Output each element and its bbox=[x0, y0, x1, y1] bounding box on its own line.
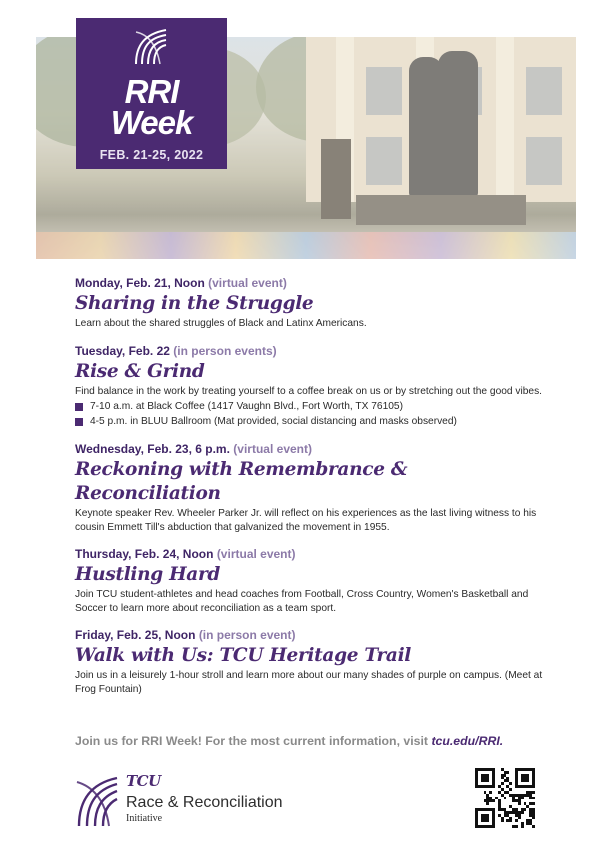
rri-logo-mark-icon bbox=[75, 772, 121, 828]
event-title: Reckoning with Remembrance & Reconciliation bbox=[75, 459, 408, 504]
bullet-square-icon bbox=[75, 403, 83, 411]
event-description: Learn about the shared struggles of Black and Latinx Americans. bbox=[75, 318, 367, 329]
rri-week-badge bbox=[76, 18, 227, 169]
event-date: Wednesday, Feb. 23, 6 p.m. (virtual event) bbox=[75, 442, 312, 456]
rri-logo-mark-icon bbox=[132, 26, 170, 66]
event-title: Walk with Us: TCU Heritage Trail bbox=[75, 645, 412, 666]
event-description: Keynote speaker Rev. Wheeler Parker Jr. will reflect on his experiences as the last living witness to his cousin Emmett Till's abduction that galvanized the movement in 1955. bbox=[75, 508, 537, 533]
event-title: Sharing in the Struggle bbox=[75, 293, 314, 314]
event-tuesday bbox=[75, 344, 555, 430]
event-thursday bbox=[75, 547, 555, 615]
event-title: Rise & Grind bbox=[75, 360, 205, 382]
event-title: Hustling Hard bbox=[75, 564, 221, 585]
event-list bbox=[75, 276, 555, 709]
org-subname: Initiative bbox=[126, 813, 163, 824]
bullet-square-icon bbox=[75, 418, 83, 426]
event-date: Tuesday, Feb. 22 (in person events) bbox=[75, 343, 277, 358]
event-date: Friday, Feb. 25, Noon (in person event) bbox=[75, 628, 296, 642]
qr-code[interactable] bbox=[475, 768, 535, 828]
call-to-action: Join us for RRI Week! For the most current information, visit tcu.edu/RRI. bbox=[75, 734, 504, 748]
org-name: Race & Reconciliation bbox=[126, 794, 283, 811]
event-description: Join us in a leisurely 1-hour stroll and learn more about our many shades of purple on campus. (Meet at Frog Fountain) bbox=[75, 670, 543, 695]
event-wednesday bbox=[75, 442, 555, 534]
tcu-wordmark: TCU bbox=[126, 772, 161, 790]
event-date: Monday, Feb. 21, Noon (virtual event) bbox=[75, 276, 287, 290]
badge-dates: FEB. 21-25, 2022 bbox=[99, 148, 204, 162]
list-item: 7-10 a.m. at Black Coffee (1417 Vaughn Blvd., Fort Worth, TX 76105) bbox=[75, 400, 555, 415]
event-description: Find balance in the work by treating yourself to a coffee break on us or by stretching out the good vibes. bbox=[75, 385, 543, 397]
event-schedule-list bbox=[75, 400, 555, 429]
badge-title: RRI Week bbox=[110, 73, 193, 141]
list-item: 4-5 p.m. in BLUU Ballroom (Mat provided, social distancing and masks observed) bbox=[75, 415, 555, 430]
event-friday bbox=[75, 628, 555, 696]
event-monday bbox=[75, 276, 555, 331]
rri-link[interactable]: tcu.edu/RRI. bbox=[431, 734, 504, 748]
tcu-rri-logo bbox=[75, 772, 315, 828]
event-date: Thursday, Feb. 24, Noon (virtual event) bbox=[75, 547, 296, 561]
event-description: Join TCU student-athletes and head coaches from Football, Cross Country, Women's Basketball and Soccer to learn more about reconciliation as a team sport. bbox=[75, 589, 529, 614]
